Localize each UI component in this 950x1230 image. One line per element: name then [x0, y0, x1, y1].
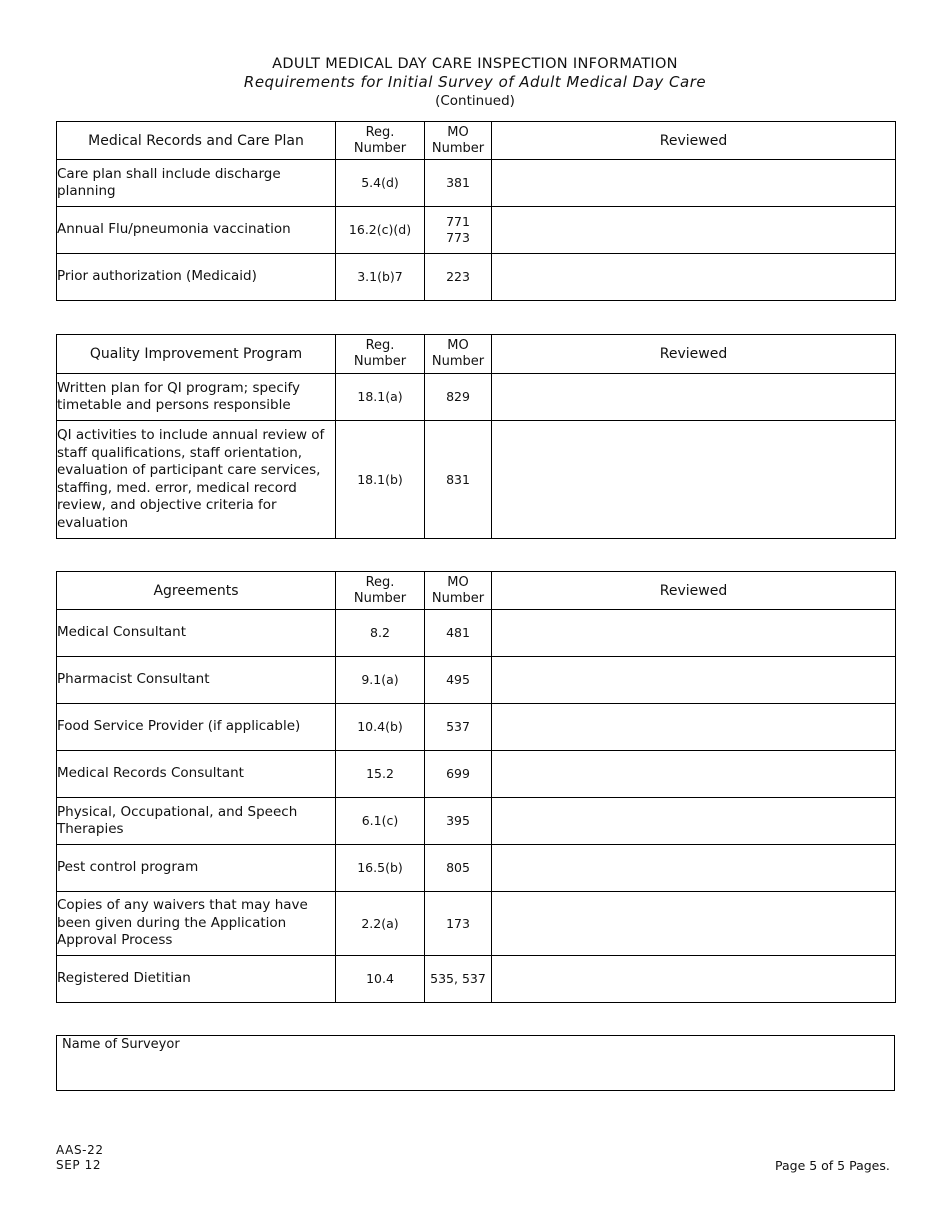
- requirement-text: Copies of any waivers that may have been given during the Application Approval Process: [57, 892, 336, 956]
- form-header: [0, 55, 950, 110]
- requirement-text: Prior authorization (Medicaid): [57, 254, 336, 301]
- section-title: Agreements: [57, 572, 336, 610]
- requirement-text: Care plan shall include discharge planning: [57, 160, 336, 207]
- requirement-text: Annual Flu/pneumonia vaccination: [57, 207, 336, 254]
- mo-number: 395: [425, 798, 492, 845]
- reg-number: 6.1(c): [336, 798, 425, 845]
- form-date: SEP 12: [56, 1158, 102, 1172]
- reviewed-cell[interactable]: [492, 610, 896, 657]
- mo-number: 535, 537: [425, 956, 492, 1003]
- table-row: [57, 610, 896, 657]
- table-header-row: [57, 335, 896, 374]
- reg-number: 18.1(a): [336, 374, 425, 421]
- mo-number: 699: [425, 751, 492, 798]
- table-row: [57, 207, 896, 254]
- table-row: [57, 254, 896, 301]
- form-title: ADULT MEDICAL DAY CARE INSPECTION INFORMATION: [272, 56, 678, 72]
- form-id-block: [56, 1143, 104, 1173]
- mo-number: 537: [425, 704, 492, 751]
- table-row: [57, 956, 896, 1003]
- medical-records-table: [56, 121, 896, 301]
- reviewed-cell[interactable]: [492, 751, 896, 798]
- reviewed-cell[interactable]: [492, 704, 896, 751]
- table-row: [57, 798, 896, 845]
- reg-number-header: Reg. Number: [336, 335, 425, 374]
- reviewed-cell[interactable]: [492, 956, 896, 1003]
- mo-number-header: MO Number: [425, 572, 492, 610]
- reg-number: 15.2: [336, 751, 425, 798]
- reviewed-cell[interactable]: [492, 845, 896, 892]
- table-header-row: [57, 572, 896, 610]
- reviewed-header: Reviewed: [492, 122, 896, 160]
- table-header-row: [57, 122, 896, 160]
- requirement-text: Registered Dietitian: [57, 956, 336, 1003]
- surveyor-name-field[interactable]: [56, 1035, 895, 1091]
- mo-number-header: MO Number: [425, 122, 492, 160]
- table-row: [57, 704, 896, 751]
- reviewed-cell[interactable]: [492, 421, 896, 539]
- requirement-text: Pharmacist Consultant: [57, 657, 336, 704]
- reg-number: 18.1(b): [336, 421, 425, 539]
- reg-number-header: Reg. Number: [336, 572, 425, 610]
- mo-number: 381: [425, 160, 492, 207]
- mo-number: 495: [425, 657, 492, 704]
- reviewed-header: Reviewed: [492, 335, 896, 374]
- reviewed-cell[interactable]: [492, 798, 896, 845]
- mo-number: 831: [425, 421, 492, 539]
- requirement-text: Medical Records Consultant: [57, 751, 336, 798]
- table-row: [57, 160, 896, 207]
- table-row: [57, 421, 896, 539]
- mo-number: 805: [425, 845, 492, 892]
- reviewed-cell[interactable]: [492, 160, 896, 207]
- page-number: Page 5 of 5 Pages.: [775, 1158, 890, 1173]
- reg-number: 10.4(b): [336, 704, 425, 751]
- table-row: [57, 657, 896, 704]
- requirement-text: Pest control program: [57, 845, 336, 892]
- requirement-text: Physical, Occupational, and Speech Therapies: [57, 798, 336, 845]
- reviewed-cell[interactable]: [492, 892, 896, 956]
- table-row: [57, 751, 896, 798]
- requirement-text: QI activities to include annual review of staff qualifications, staff orientation, evaluation of participant care services, staffing, med. error, medical record review, and objective criteria for evaluation: [57, 421, 336, 539]
- reg-number: 5.4(d): [336, 160, 425, 207]
- reviewed-cell[interactable]: [492, 374, 896, 421]
- requirement-text: Medical Consultant: [57, 610, 336, 657]
- mo-number: 771 773: [425, 207, 492, 254]
- reviewed-cell[interactable]: [492, 207, 896, 254]
- mo-number: 173: [425, 892, 492, 956]
- agreements-table: [56, 571, 896, 1003]
- reg-number: 9.1(a): [336, 657, 425, 704]
- continued-label: (Continued): [435, 93, 515, 109]
- reg-number: 2.2(a): [336, 892, 425, 956]
- section-title: Quality Improvement Program: [57, 335, 336, 374]
- table-row: [57, 374, 896, 421]
- section-title: Medical Records and Care Plan: [57, 122, 336, 160]
- table-row: [57, 892, 896, 956]
- mo-number: 223: [425, 254, 492, 301]
- reg-number: 8.2: [336, 610, 425, 657]
- table-row: [57, 845, 896, 892]
- mo-number: 481: [425, 610, 492, 657]
- form-subtitle: Requirements for Initial Survey of Adult Medical Day Care: [243, 73, 707, 91]
- reg-number-header: Reg. Number: [336, 122, 425, 160]
- form-code: AAS-22: [56, 1143, 104, 1157]
- mo-number-header: MO Number: [425, 335, 492, 374]
- reg-number: 16.2(c)(d): [336, 207, 425, 254]
- reg-number: 3.1(b)7: [336, 254, 425, 301]
- reg-number: 10.4: [336, 956, 425, 1003]
- surveyor-label: Name of Surveyor: [62, 1037, 180, 1052]
- reviewed-cell[interactable]: [492, 657, 896, 704]
- requirement-text: Written plan for QI program; specify timetable and persons responsible: [57, 374, 336, 421]
- reviewed-header: Reviewed: [492, 572, 896, 610]
- reg-number: 16.5(b): [336, 845, 425, 892]
- reviewed-cell[interactable]: [492, 254, 896, 301]
- requirement-text: Food Service Provider (if applicable): [57, 704, 336, 751]
- quality-improvement-table: [56, 334, 896, 539]
- mo-number: 829: [425, 374, 492, 421]
